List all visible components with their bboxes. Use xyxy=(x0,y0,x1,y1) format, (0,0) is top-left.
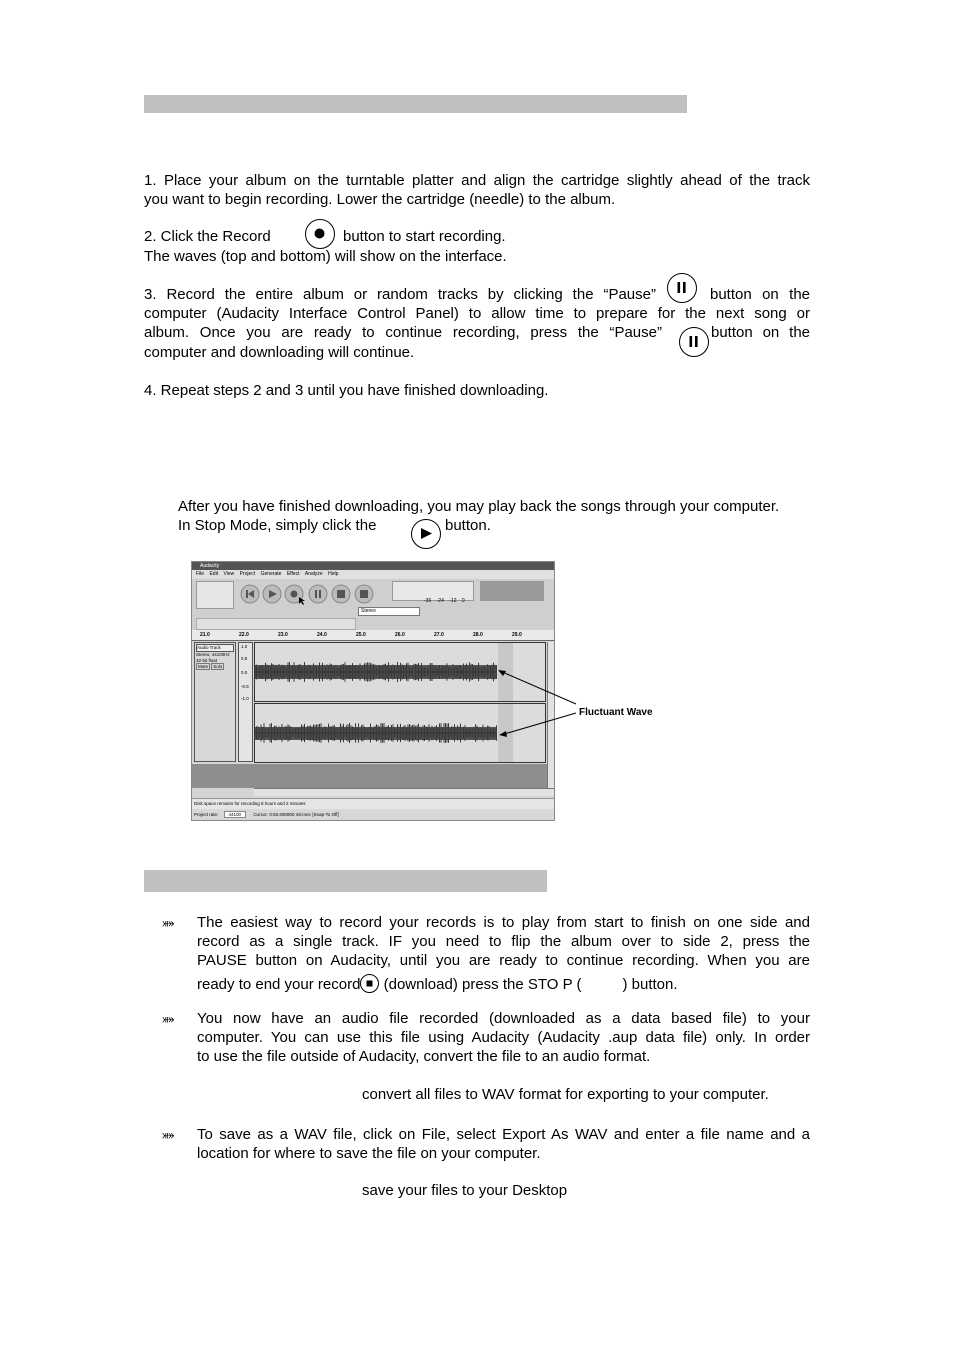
level-meter-output xyxy=(480,581,544,601)
step-1-line-1: 1. Place your album on the turntable platter and align the cartridge slightly ahead of the track xyxy=(144,172,810,189)
step-1-line-2: you want to begin recording. Lower the cartridge (needle) to the album. xyxy=(144,191,616,208)
tip-3: To save as a WAV file, click on File, select Export As WAV and enter a file name and a location for where to save the file on your computer. xyxy=(197,1126,810,1162)
menu-generate: Generate xyxy=(260,571,282,577)
waveform-bottom xyxy=(254,703,546,763)
menu-file: File xyxy=(196,571,205,577)
playback-line-2a: In Stop Mode, simply click the xyxy=(178,517,377,534)
step-2-line-2: The waves (top and bottom) will show on the interface. xyxy=(144,248,507,265)
menu-bar xyxy=(192,570,554,579)
step-3-line-1b: button on the xyxy=(710,286,810,303)
track-control-panel: Audio Track Stereo, 44100Hz 32-bit float Mute Solo xyxy=(194,642,236,762)
step-1 xyxy=(144,171,810,209)
stop-icon xyxy=(360,974,379,993)
step-3-line-3b: button on the xyxy=(711,324,810,341)
transport-buttons xyxy=(238,583,378,605)
tip-1: The easiest way to record your records is to play from start to finish on one side and record as a single track. IF you need to flip the album over to side 2, press the PAUSE button on Audacity, until you are ready to continue recording. When you are ready to end your record (download) press the STO P ( ) button. xyxy=(197,914,810,993)
bullet-arrow-icon: ⤘ xyxy=(162,1126,175,1142)
pause-icon xyxy=(679,327,709,357)
menu-help: Help xyxy=(328,571,339,577)
step-2-text-b: button to start recording. xyxy=(343,228,506,245)
waveform-top xyxy=(254,642,546,702)
bullet-arrow-icon: ⤘ xyxy=(162,1010,175,1026)
horizontal-scrollbar xyxy=(254,788,554,796)
window-title: Audacity xyxy=(200,563,220,569)
edit-toolbar xyxy=(196,618,356,630)
bullet-arrow-icon: ⤘ xyxy=(162,914,175,930)
record-icon xyxy=(305,219,335,249)
step-3-line-2: computer (Audacity Interface Control Panel) to allow time to prepare for the next song or xyxy=(144,305,810,322)
mute-button: Mute xyxy=(198,664,209,669)
pause-icon xyxy=(667,273,697,303)
step-4: 4. Repeat steps 2 and 3 until you have finished downloading. xyxy=(144,382,549,399)
play-icon xyxy=(411,519,441,549)
project-rate-bar: Project rate: 44100 Cursor: 0:60.600000 min:sec [Snap-To Off] xyxy=(192,809,555,820)
window-title-bar xyxy=(192,562,554,570)
menu-view: View xyxy=(223,571,235,577)
solo-button: Solo xyxy=(213,664,223,669)
toolbar-area xyxy=(192,579,554,631)
section-header-bar-1 xyxy=(144,95,687,113)
fluctuant-wave-label: Fluctuant Wave xyxy=(579,707,653,718)
empty-track-area xyxy=(192,764,547,788)
input-select: Stereo xyxy=(358,607,420,616)
tip-2: You now have an audio file recorded (downloaded as a data based file) to your computer. You can use this file using Audacity (Audacity .aup data file) only. In order to use the file outside of Audacity, convert the file to an audio format. xyxy=(197,1010,810,1065)
track-name: Audio Track xyxy=(196,644,234,652)
step-3-line-4: computer and downloading will continue. xyxy=(144,344,415,361)
section-header-bar-2 xyxy=(144,870,547,892)
meter-ticks: -36 -24 -12 0 xyxy=(424,598,465,604)
amplitude-scale: 1.0 0.5 0.0 -0.5 -1.0 xyxy=(238,642,253,762)
step-3-line-1a: 3. Record the entire album or random tracks by clicking the “Pause” xyxy=(144,286,656,303)
vertical-scrollbar xyxy=(547,642,555,788)
status-bar: Disk space remains for recording 8 hours and 2 minutes xyxy=(192,798,555,809)
step-2-text-a: 2. Click the Record xyxy=(144,228,271,245)
timeline-ruler: 21.0 22.0 23.0 24.0 25.0 26.0 27.0 28.0 29.0 xyxy=(192,630,554,641)
menu-analyze: Analyze xyxy=(304,571,323,577)
menu-project: Project xyxy=(239,571,256,577)
menu-edit: Edit xyxy=(209,571,219,577)
note-desktop: save your files to your Desktop xyxy=(362,1182,568,1199)
tools-palette xyxy=(196,581,234,609)
step-3-line-3a: album. Once you are ready to continue recording, press the “Pause” xyxy=(144,324,662,341)
playback-line-2b: button. xyxy=(445,517,491,534)
menu-effect: Effect xyxy=(286,571,300,577)
playback-line-1: After you have finished downloading, you may play back the songs through your computer. xyxy=(178,498,780,515)
note-wav: convert all files to WAV format for exporting to your computer. xyxy=(362,1086,769,1103)
audacity-screenshot xyxy=(191,561,555,821)
